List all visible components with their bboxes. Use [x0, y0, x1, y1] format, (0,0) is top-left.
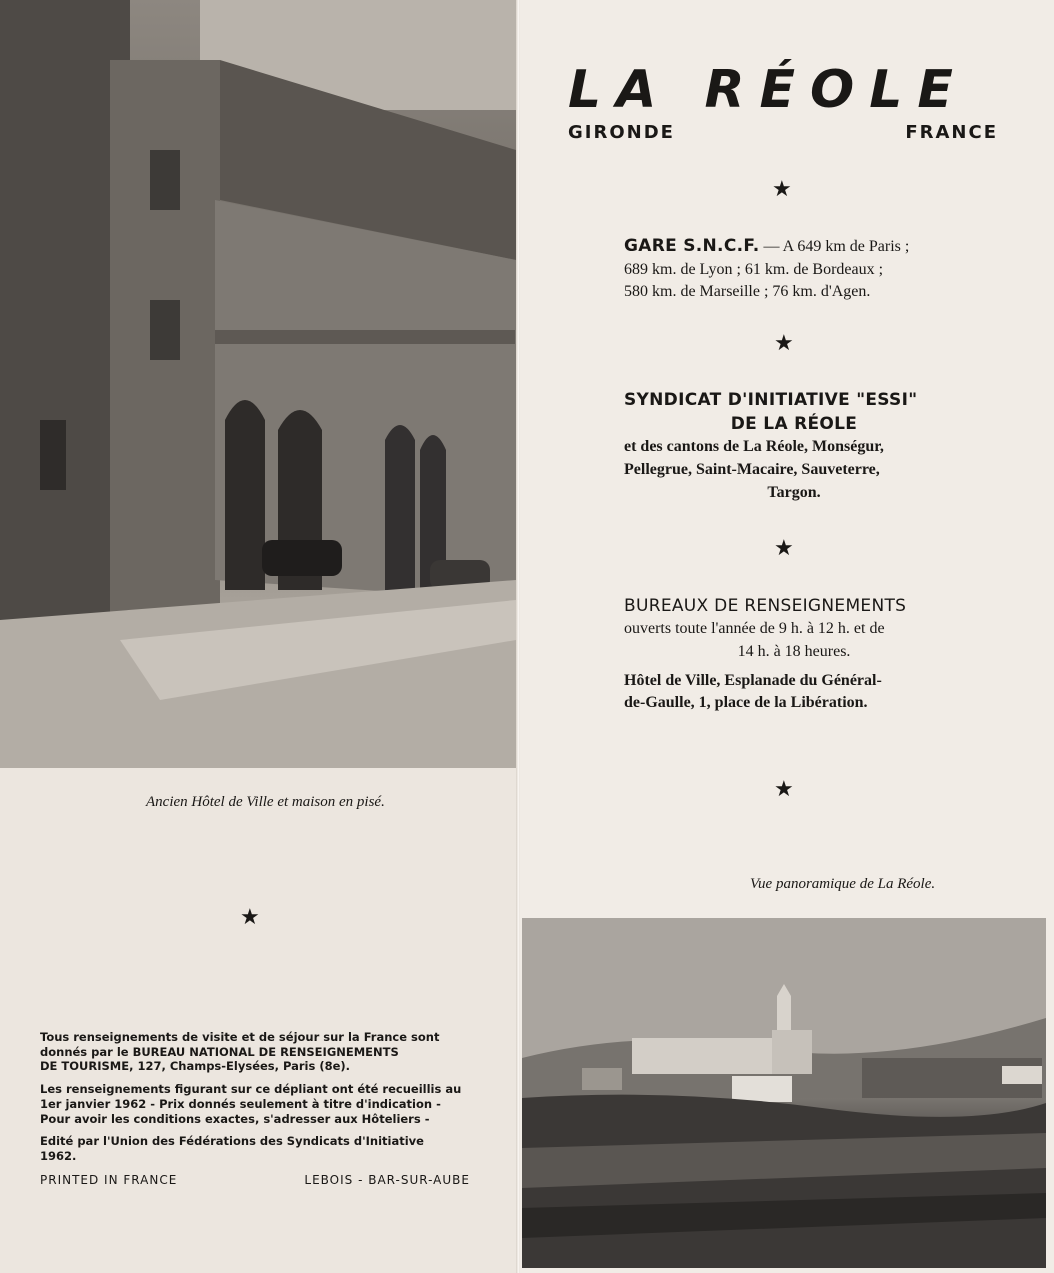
masthead [568, 60, 998, 143]
printer-name: LEBOIS - BAR-SUR-AUBE [304, 1173, 470, 1187]
printer-credits [40, 1173, 470, 1187]
right-photo-caption: Vue panoramique de La Réole. [750, 876, 936, 892]
syndicat-line: et des cantons de La Réole, Monségur, [624, 438, 884, 456]
footer-line: 1er janvier 1962 - Prix donnés seulement à titre d'indication - [40, 1096, 441, 1111]
left-photo-caption: Ancien Hôtel de Ville et maison en pisé. [146, 794, 385, 810]
star-icon: ★ [774, 330, 794, 355]
footer-line: 1962. [40, 1149, 77, 1164]
footer-pricing-notice [40, 1082, 470, 1126]
page-title: LA RÉOLE [568, 60, 968, 120]
syndicat-section [624, 388, 964, 504]
syndicat-heading: SYNDICAT D'INITIATIVE "ESSI" [624, 390, 918, 410]
footer-line: Tous renseignements de visite et de séjour sur la France sont [40, 1030, 440, 1044]
bureaux-address: de-Gaulle, 1, place de la Libération. [624, 694, 868, 712]
masthead-subline [568, 122, 998, 143]
panoramic-view-photo [522, 918, 1046, 1268]
syndicat-line: Targon. [767, 483, 821, 501]
gare-section [624, 234, 964, 304]
printed-in-france: PRINTED IN FRANCE [40, 1173, 178, 1187]
region-label: GIRONDE [568, 122, 675, 143]
bureaux-address: Hôtel de Ville, Esplanade du Général- [624, 671, 882, 689]
star-icon: ★ [774, 776, 794, 801]
footer-tourism-info [40, 1030, 470, 1074]
gare-line: 689 km. de Lyon ; 61 km. de Bordeaux ; [624, 260, 884, 278]
left-panel [0, 0, 518, 1273]
star-icon: ★ [772, 176, 792, 201]
footer-line: DE TOURISME, 127, Champs-Elysées, Paris (8e). [40, 1059, 351, 1074]
bureaux-hours: ouverts toute l'année de 9 h. à 12 h. et de [624, 620, 885, 638]
footer-line: Pour avoir les conditions exactes, s'adresser aux Hôteliers - [40, 1111, 430, 1126]
gare-line: 580 km. de Marseille ; 76 km. d'Agen. [624, 283, 871, 301]
panoramic-illustration [522, 918, 1046, 1268]
footer-line: Les renseignements figurant sur ce dépliant ont été recueillis au [40, 1082, 462, 1097]
footer-notes [40, 1030, 470, 1172]
old-town-hall-illustration [0, 0, 516, 768]
footer-line: donnés par le BUREAU NATIONAL DE RENSEIGNEMENTS [40, 1044, 399, 1059]
bureaux-section [624, 594, 964, 715]
country-label: FRANCE [905, 122, 998, 143]
star-icon: ★ [240, 904, 260, 929]
footer-publisher [40, 1134, 470, 1163]
gare-heading: GARE S.N.C.F. [624, 236, 760, 256]
syndicat-subheading: DE LA RÉOLE [730, 414, 858, 435]
star-icon: ★ [774, 535, 794, 560]
bureaux-heading: BUREAUX DE RENSEIGNEMENTS [624, 596, 907, 616]
syndicat-line: Pellegrue, Saint-Macaire, Sauveterre, [624, 460, 880, 478]
footer-line: Edité par l'Union des Fédérations des Syndicats d'Initiative [40, 1134, 424, 1149]
old-town-hall-photo [0, 0, 516, 768]
gare-line: — A 649 km de Paris ; [763, 238, 910, 255]
bureaux-hours: 14 h. à 18 heures. [737, 642, 851, 660]
